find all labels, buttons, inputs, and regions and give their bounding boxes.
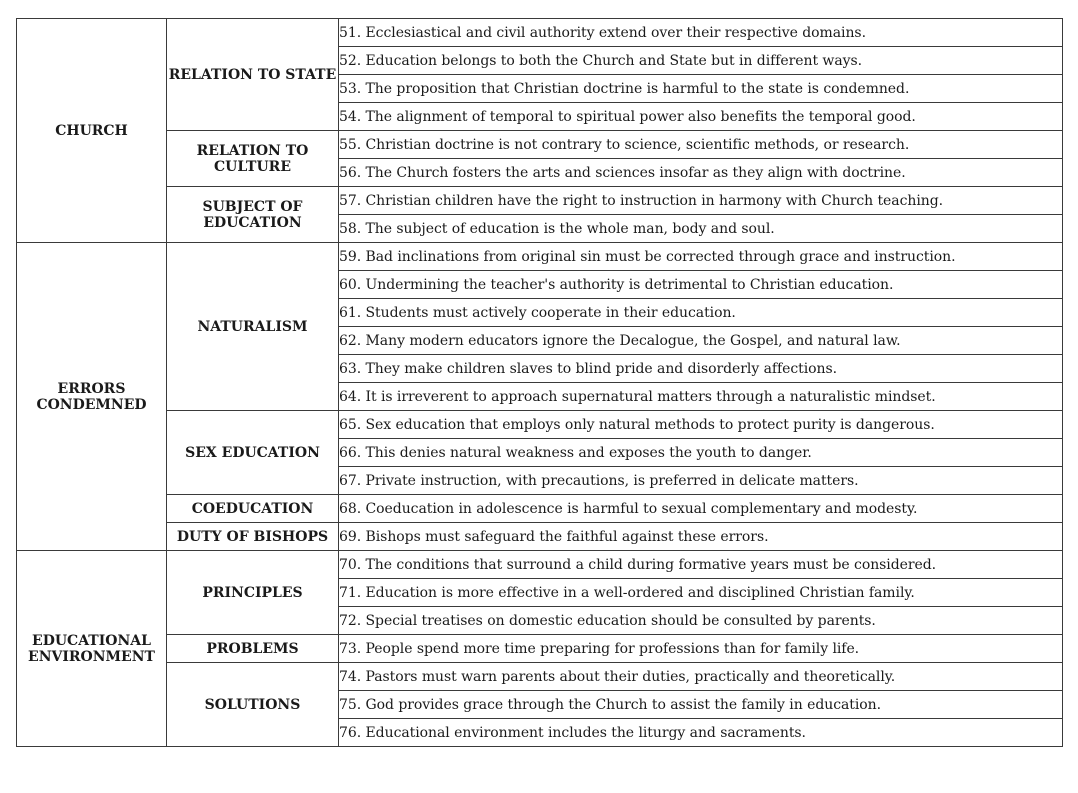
principle-item: 61. Students must actively cooperate in their education.	[339, 299, 1063, 327]
principle-item: 70. The conditions that surround a child during formative years must be considered.	[339, 551, 1063, 579]
principle-item: 51. Ecclesiastical and civil authority extend over their respective domains.	[339, 19, 1063, 47]
principle-item: 52. Education belongs to both the Church and State but in different ways.	[339, 47, 1063, 75]
outline-table-body	[17, 19, 1063, 747]
table-row	[17, 131, 1063, 159]
subsection-heading-solutions: SOLUTIONS	[167, 663, 339, 747]
principle-item: 68. Coeducation in adolescence is harmful to sexual complementary and modesty.	[339, 495, 1063, 523]
principle-item: 64. It is irreverent to approach supernatural matters through a naturalistic mindset.	[339, 383, 1063, 411]
principle-item: 71. Education is more effective in a well-ordered and disciplined Christian family.	[339, 579, 1063, 607]
principle-item: 67. Private instruction, with precautions, is preferred in delicate matters.	[339, 467, 1063, 495]
section-heading-educational-environment: EDUCATIONAL ENVIRONMENT	[17, 551, 167, 747]
table-row	[17, 635, 1063, 663]
principle-item: 72. Special treatises on domestic education should be consulted by parents.	[339, 607, 1063, 635]
principle-item: 56. The Church fosters the arts and sciences insofar as they align with doctrine.	[339, 159, 1063, 187]
principle-item: 58. The subject of education is the whole man, body and soul.	[339, 215, 1063, 243]
principle-item: 62. Many modern educators ignore the Decalogue, the Gospel, and natural law.	[339, 327, 1063, 355]
principle-item: 66. This denies natural weakness and exposes the youth to danger.	[339, 439, 1063, 467]
principle-item: 76. Educational environment includes the liturgy and sacraments.	[339, 719, 1063, 747]
principle-item: 65. Sex education that employs only natural methods to protect purity is dangerous.	[339, 411, 1063, 439]
principle-item: 75. God provides grace through the Church to assist the family in education.	[339, 691, 1063, 719]
subsection-heading-naturalism: NATURALISM	[167, 243, 339, 411]
principle-item: 57. Christian children have the right to instruction in harmony with Church teaching.	[339, 187, 1063, 215]
principle-item: 54. The alignment of temporal to spiritual power also benefits the temporal good.	[339, 103, 1063, 131]
principle-item: 53. The proposition that Christian doctrine is harmful to the state is condemned.	[339, 75, 1063, 103]
subsection-heading-coeducation: COEDUCATION	[167, 495, 339, 523]
outline-table	[16, 18, 1063, 747]
subsection-heading-subject-of-education: SUBJECT OF EDUCATION	[167, 187, 339, 243]
subsection-heading-problems: PROBLEMS	[167, 635, 339, 663]
table-row	[17, 663, 1063, 691]
section-heading-errors-condemned: ERRORS CONDEMNED	[17, 243, 167, 551]
subsection-heading-duty-of-bishops: DUTY OF BISHOPS	[167, 523, 339, 551]
principle-item: 74. Pastors must warn parents about their duties, practically and theoretically.	[339, 663, 1063, 691]
section-heading-church: CHURCH	[17, 19, 167, 243]
principle-item: 69. Bishops must safeguard the faithful against these errors.	[339, 523, 1063, 551]
principle-item: 59. Bad inclinations from original sin must be corrected through grace and instruction.	[339, 243, 1063, 271]
table-row	[17, 19, 1063, 47]
subsection-heading-sex-education: SEX EDUCATION	[167, 411, 339, 495]
principle-item: 63. They make children slaves to blind pride and disorderly affections.	[339, 355, 1063, 383]
table-row	[17, 411, 1063, 439]
principle-item: 55. Christian doctrine is not contrary to science, scientific methods, or research.	[339, 131, 1063, 159]
subsection-heading-relation-to-state: RELATION TO STATE	[167, 19, 339, 131]
table-row	[17, 523, 1063, 551]
table-row	[17, 187, 1063, 215]
principle-item: 73. People spend more time preparing for professions than for family life.	[339, 635, 1063, 663]
subsection-heading-principles: PRINCIPLES	[167, 551, 339, 635]
table-row	[17, 495, 1063, 523]
principle-item: 60. Undermining the teacher's authority is detrimental to Christian education.	[339, 271, 1063, 299]
subsection-heading-relation-to-culture: RELATION TO CULTURE	[167, 131, 339, 187]
table-row	[17, 551, 1063, 579]
table-row	[17, 243, 1063, 271]
